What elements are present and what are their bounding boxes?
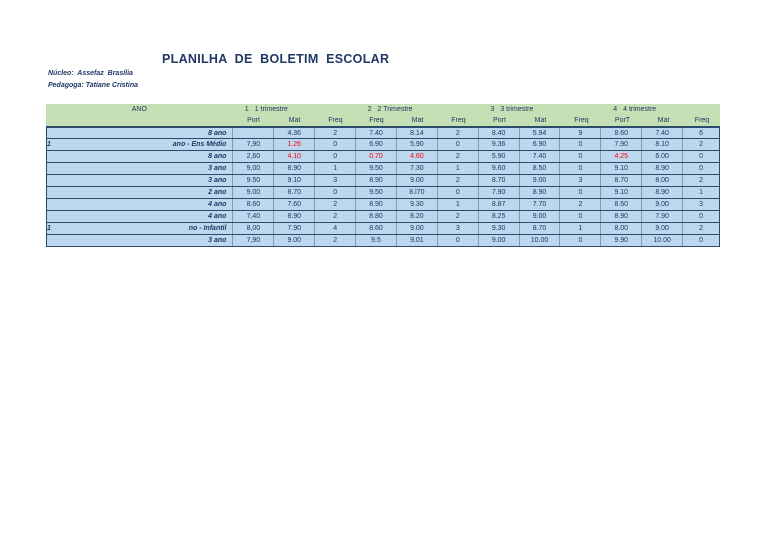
grade-cell: 8.70 (601, 175, 642, 186)
grade-cell (233, 128, 274, 138)
cell-ano (47, 223, 233, 234)
header-sub-col: Freq (328, 117, 343, 124)
grade-cell: 7,90 (233, 235, 274, 246)
grade-cell: 2 (438, 151, 479, 162)
header-sub-col: Mat (534, 117, 547, 124)
grade-cell: 6 (699, 130, 703, 137)
grade-cell: 8.20 (397, 211, 438, 222)
header-period-2-label: 2 Trimestre (377, 106, 413, 113)
table-row (46, 151, 720, 163)
grade-cell: 9.00 (642, 199, 683, 210)
header-period-1-num: 1 (244, 106, 249, 113)
grade-cell: 10.00 (520, 235, 561, 246)
grade-cell: 8.90 (356, 199, 397, 210)
header-sub-col: Freq (574, 117, 589, 124)
header-period-2-fill (437, 104, 478, 115)
grade-cell: 0 (315, 187, 356, 198)
header-period-1-label: 1 trimestre (254, 106, 288, 113)
grade-cell: 0 (699, 165, 703, 172)
grade-cell: 8.60 (233, 199, 274, 210)
grade-cell: 0 (699, 153, 703, 160)
cell-ano-text: 8 ano (208, 130, 227, 137)
grade-cell: 2 (315, 211, 356, 222)
cell-ano (47, 139, 233, 150)
grade-cell: 7.70 (520, 199, 561, 210)
table-row (46, 175, 720, 187)
grade-cell: 7.40 (356, 128, 397, 138)
pedagoga-label: Pedagoga: Tatiane Cristina (48, 82, 138, 89)
header-period-4-label: 4 trimestre (623, 106, 657, 113)
header-sub-col: Mat (657, 117, 670, 124)
grade-cell: 2 (699, 141, 703, 148)
table-row (46, 223, 720, 235)
header-sub-col: Port (247, 117, 260, 124)
grade-cell: 9 (560, 128, 601, 138)
grade-cell: 8.70 (479, 175, 520, 186)
grade-cell: 9.00 (642, 223, 683, 234)
grade-cell: 3 (699, 201, 703, 208)
grade-cell: 9.10 (601, 187, 642, 198)
grade-cell: 9.00 (397, 223, 438, 234)
grade-cell: 9.50 (356, 187, 397, 198)
header-period-4-fill (683, 104, 720, 115)
cell-ano-prefix: 1 (47, 141, 51, 148)
cell-ano-text: ano - Ens Médio (172, 141, 227, 148)
header-sub-col: Mat (288, 117, 301, 124)
grade-cell: 4.60 (397, 151, 438, 162)
grade-cell: 8.10 (642, 139, 683, 150)
grade-cell: 1 (699, 189, 703, 196)
cell-ano-text: 3 ano (208, 177, 227, 184)
grade-cell: 8.60 (601, 128, 642, 138)
grade-cell: 7,90 (233, 139, 274, 150)
cell-ano-prefix: 1 (47, 225, 51, 232)
cell-ano-text: 8 ano (208, 153, 227, 160)
grade-cell: 9.00 (520, 175, 561, 186)
grade-cell: 0 (560, 139, 601, 150)
grade-cell: 2 (438, 128, 479, 138)
header-sub-ano (46, 115, 233, 126)
grade-cell: 3 (438, 223, 479, 234)
grade-cell: 9.00 (520, 211, 561, 222)
header-sub-col: Mat (411, 117, 424, 124)
grade-cell: 8.80 (356, 211, 397, 222)
grade-cell: 0 (438, 139, 479, 150)
header-period-2-num: 2 (367, 106, 372, 113)
grade-cell: 8.90 (356, 175, 397, 186)
grade-cell: 1.26 (274, 139, 315, 150)
header-period-1-fill (315, 104, 356, 115)
grade-cell: 0 (699, 237, 703, 244)
grade-cell: 9.36 (479, 139, 520, 150)
grade-cell: 2 (699, 225, 703, 232)
grade-cell: 4 (315, 223, 356, 234)
grade-cell: 4.36 (274, 128, 315, 138)
grade-cell: 7.90 (601, 139, 642, 150)
grade-cell: 2,60 (233, 151, 274, 162)
grade-cell: 7.90 (642, 211, 683, 222)
grade-cell: 8.90 (601, 211, 642, 222)
grade-cell: 9.30 (479, 223, 520, 234)
header-row-subjects (46, 115, 720, 126)
grade-cell: 8.00 (601, 223, 642, 234)
grade-cell: 0 (560, 163, 601, 174)
grade-cell: 9.60 (479, 163, 520, 174)
grade-cell: 7.90 (479, 187, 520, 198)
grade-cell: 8.90 (274, 163, 315, 174)
grade-cell: 7.40 (520, 151, 561, 162)
grade-cell: 6.00 (642, 151, 683, 162)
cell-ano (47, 151, 233, 162)
cell-ano (47, 211, 233, 222)
grade-cell: 10.00 (642, 235, 683, 246)
grade-cell: 2 (438, 175, 479, 186)
header-period-3-num: 3 (490, 106, 495, 113)
grade-cell: 4.25 (601, 151, 642, 162)
table-row (46, 127, 720, 139)
grade-cell: 2 (438, 211, 479, 222)
cell-ano (47, 163, 233, 174)
grade-cell: 9.00 (233, 187, 274, 198)
grade-cell: 8.70 (274, 187, 315, 198)
grade-cell: 0 (699, 213, 703, 220)
grade-cell: 9.00 (397, 175, 438, 186)
grade-cell: 9.90 (601, 235, 642, 246)
grade-cell: 1 (315, 163, 356, 174)
grade-cell: 8,00 (233, 223, 274, 234)
cell-ano-text: 3 ano (208, 165, 227, 172)
header-row-periods (46, 104, 720, 115)
table-row (46, 139, 720, 151)
table-body (46, 126, 720, 247)
grade-cell: 8.70 (520, 223, 561, 234)
cell-ano (47, 128, 233, 138)
cell-ano-text: no - Infantil (188, 225, 227, 232)
grade-cell: 6.90 (520, 139, 561, 150)
cell-ano-text: 2 ano (208, 189, 227, 196)
grade-cell: 3 (560, 175, 601, 186)
header-period-3-label: 3 trimestre (500, 106, 534, 113)
grade-cell: 7.30 (397, 163, 438, 174)
grade-cell: 9,00 (233, 163, 274, 174)
grade-cell: 8.25 (479, 211, 520, 222)
grade-cell: 2 (315, 128, 356, 138)
nucleo-label: Núcleo: Assefaz Brasília (48, 70, 133, 77)
grade-cell: 0 (438, 187, 479, 198)
cell-ano-text: 4 ano (208, 213, 227, 220)
grade-cell: 4.10 (274, 151, 315, 162)
table-row (46, 235, 720, 247)
grade-cell: 7.40 (642, 128, 683, 138)
grade-cell: 0 (560, 187, 601, 198)
header-sub-col: Freq (451, 117, 466, 124)
report-card-table (46, 104, 720, 247)
grade-cell: 9.30 (397, 199, 438, 210)
grade-cell: 5.94 (520, 128, 561, 138)
grade-cell: 0 (315, 151, 356, 162)
grade-cell: 9.5 (356, 235, 397, 246)
table-row (46, 187, 720, 199)
grade-cell: 9.50 (356, 163, 397, 174)
header-period-4-num: 4 (613, 106, 618, 113)
grade-cell: 8.40 (479, 128, 520, 138)
grade-cell: 8.l70 (397, 187, 438, 198)
table-row (46, 199, 720, 211)
grade-cell: 7,40 (233, 211, 274, 222)
header-sub-col: Port (493, 117, 506, 124)
grade-cell: 5.90 (397, 139, 438, 150)
cell-ano (47, 199, 233, 210)
grade-cell: 8.90 (520, 187, 561, 198)
grade-cell: 1 (438, 163, 479, 174)
grade-cell: 1 (438, 199, 479, 210)
header-period-3-fill (560, 104, 601, 115)
grade-cell: 1 (560, 223, 601, 234)
grade-cell: 2 (560, 199, 601, 210)
page-title: PLANILHA DE BOLETIM ESCOLAR (162, 52, 390, 66)
grade-cell: 9.01 (397, 235, 438, 246)
cell-ano (47, 235, 233, 246)
grade-cell: 0 (438, 235, 479, 246)
grade-cell: 7.90 (274, 223, 315, 234)
grade-cell: 8.90 (274, 211, 315, 222)
header-ano: ANO (131, 106, 147, 113)
grade-cell: 6.90 (356, 139, 397, 150)
grade-cell: 8.60 (356, 223, 397, 234)
grade-cell: 8.50 (601, 199, 642, 210)
grade-cell: 9.10 (601, 163, 642, 174)
cell-ano (47, 187, 233, 198)
grade-cell: 9.50 (233, 175, 274, 186)
grade-cell: 5.90 (479, 151, 520, 162)
cell-ano-text: 4 ano (208, 201, 227, 208)
grade-cell: 0 (560, 235, 601, 246)
grade-cell: 9.00 (274, 235, 315, 246)
grade-cell: 0 (560, 211, 601, 222)
grade-cell: 2 (699, 177, 703, 184)
header-sub-col: Freq (369, 117, 384, 124)
grade-cell: 8.14 (397, 128, 438, 138)
grade-cell: 9.00 (479, 235, 520, 246)
grade-cell: 7.60 (274, 199, 315, 210)
table-row (46, 211, 720, 223)
grade-cell: 8.87 (479, 199, 520, 210)
cell-ano (47, 175, 233, 186)
header-sub-col: Freq (694, 117, 710, 124)
grade-cell: 8.00 (642, 175, 683, 186)
grade-cell: 2 (315, 235, 356, 246)
grade-cell: 0.70 (356, 151, 397, 162)
grade-cell: 3 (315, 175, 356, 186)
grade-cell: 9.10 (274, 175, 315, 186)
table-row (46, 163, 720, 175)
cell-ano-text: 3 ano (208, 237, 227, 244)
grade-cell: 8.90 (642, 187, 683, 198)
grade-cell: 8.50 (520, 163, 561, 174)
grade-cell: 0 (315, 139, 356, 150)
grade-cell: 2 (315, 199, 356, 210)
grade-cell: 0 (560, 151, 601, 162)
grade-cell: 8.90 (642, 163, 683, 174)
header-sub-col: PorT (614, 117, 631, 124)
